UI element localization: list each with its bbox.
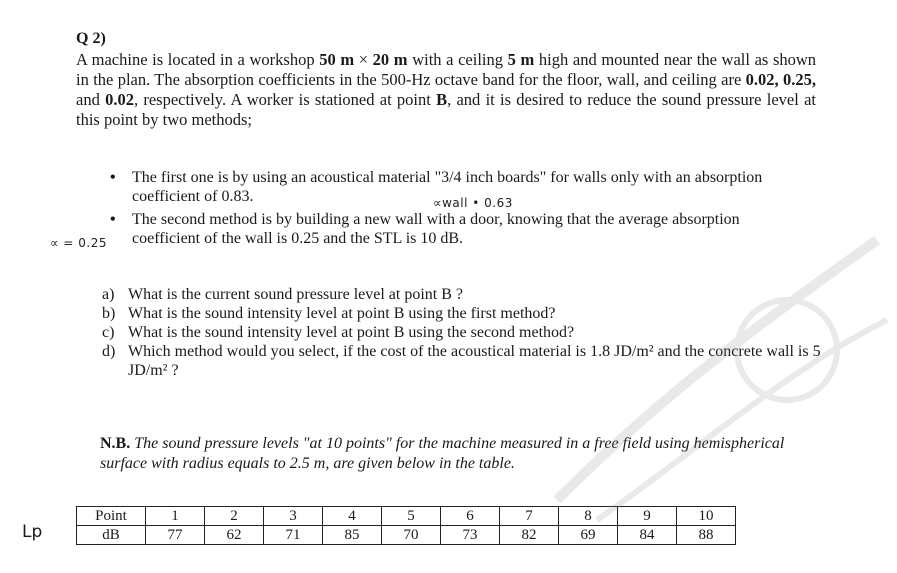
subquestion-c <box>102 323 822 342</box>
subquestion-a <box>102 285 822 304</box>
db-value-cell: 73 <box>441 526 500 545</box>
db-value-cell: 69 <box>559 526 618 545</box>
subquestion-text: What is the current sound pressure level at point B ? <box>128 286 464 303</box>
db-value-cell: 84 <box>618 526 677 545</box>
sound-level-table <box>76 506 736 545</box>
subquestion-label: c) <box>102 324 115 341</box>
subquestion-label: a) <box>102 286 115 303</box>
intro-text-run: with a ceiling <box>407 50 508 69</box>
subquestions-list <box>102 285 822 380</box>
bullet-symbol: • <box>110 169 116 186</box>
intro-text-run: A machine is located in a workshop <box>76 50 320 69</box>
intro-bold-run: 0.02, 0.25, <box>745 70 817 89</box>
subquestion-label: d) <box>102 343 116 360</box>
point-number-cell: 4 <box>323 507 382 526</box>
intro-bold-run: 20 m <box>372 50 408 69</box>
subquestion-text: What is the sound intensity level at point B using the second method? <box>128 324 575 341</box>
note-lead: N.B. <box>100 435 131 452</box>
table-row-db <box>77 526 736 545</box>
point-number-cell: 1 <box>146 507 205 526</box>
subquestion-b <box>102 304 822 323</box>
method-2-text: The second method is by building a new wall with a door, knowing that the average absorption coefficient of the wall is 0.25 and the STL is 10 dB. <box>132 211 740 247</box>
db-value-cell: 71 <box>264 526 323 545</box>
point-number-cell: 2 <box>205 507 264 526</box>
point-number-cell: 5 <box>382 507 441 526</box>
method-2 <box>110 210 810 248</box>
db-value-cell: 70 <box>382 526 441 545</box>
db-value-cell: 82 <box>500 526 559 545</box>
intro-text-run: and <box>76 90 106 109</box>
intro-bold-run: B <box>436 90 448 109</box>
point-number-cell: 3 <box>264 507 323 526</box>
db-value-cell: 77 <box>146 526 205 545</box>
table-row-points <box>77 507 736 526</box>
db-value-cell: 85 <box>323 526 382 545</box>
subquestion-label: b) <box>102 305 116 322</box>
question-number: Q 2) <box>76 30 106 47</box>
point-number-cell: 7 <box>500 507 559 526</box>
subquestion-text: What is the sound intensity level at point B using the first method? <box>128 305 556 322</box>
note-paragraph <box>100 434 820 474</box>
table-row-header: Point <box>77 507 146 526</box>
table-row-header: dB <box>77 526 146 545</box>
db-value-cell: 88 <box>677 526 736 545</box>
intro-bold-run: 50 m <box>319 50 355 69</box>
intro-text-run: , and it is desired to reduce the sound pressure level at this point by two methods; <box>76 90 816 129</box>
intro-bold-run: 0.02 <box>105 90 134 109</box>
subquestion-d <box>102 342 822 380</box>
point-number-cell: 9 <box>618 507 677 526</box>
question-intro <box>76 50 816 130</box>
note-text: The sound pressure levels "at 10 points" for the machine measured in a free field using hemispherical surface with radius equals to 2.5 m, are given below in the table. <box>100 435 785 472</box>
intro-bold-run: 5 m <box>507 50 535 69</box>
margin-label-lp: Lp <box>22 522 43 542</box>
method-1-text: The first one is by using an acoustical material "3/4 inch boards" for walls only with an absorption coefficient of 0.83. <box>132 169 763 205</box>
point-number-cell: 8 <box>559 507 618 526</box>
db-value-cell: 62 <box>205 526 264 545</box>
bullet-symbol: • <box>110 211 116 228</box>
intro-text-run: × <box>354 50 373 69</box>
handwritten-note-average-coefficient: ∝ = 0.25 <box>50 236 107 250</box>
intro-text-run: , respectively. A worker is stationed at point <box>133 90 437 109</box>
subquestion-text: Which method would you select, if the cost of the acoustical material is 1.8 JD/m² and the concrete wall is 5 JD/m² ? <box>128 343 821 379</box>
point-number-cell: 6 <box>441 507 500 526</box>
handwritten-note-wall-coefficient: ∝wall • 0.63 <box>433 196 513 210</box>
intro-text-run: high and mounted near the wall as shown in the plan. The absorption coefficients in the 500-Hz octave band for the floor, wall, and ceiling are <box>76 50 817 89</box>
point-number-cell: 10 <box>677 507 736 526</box>
